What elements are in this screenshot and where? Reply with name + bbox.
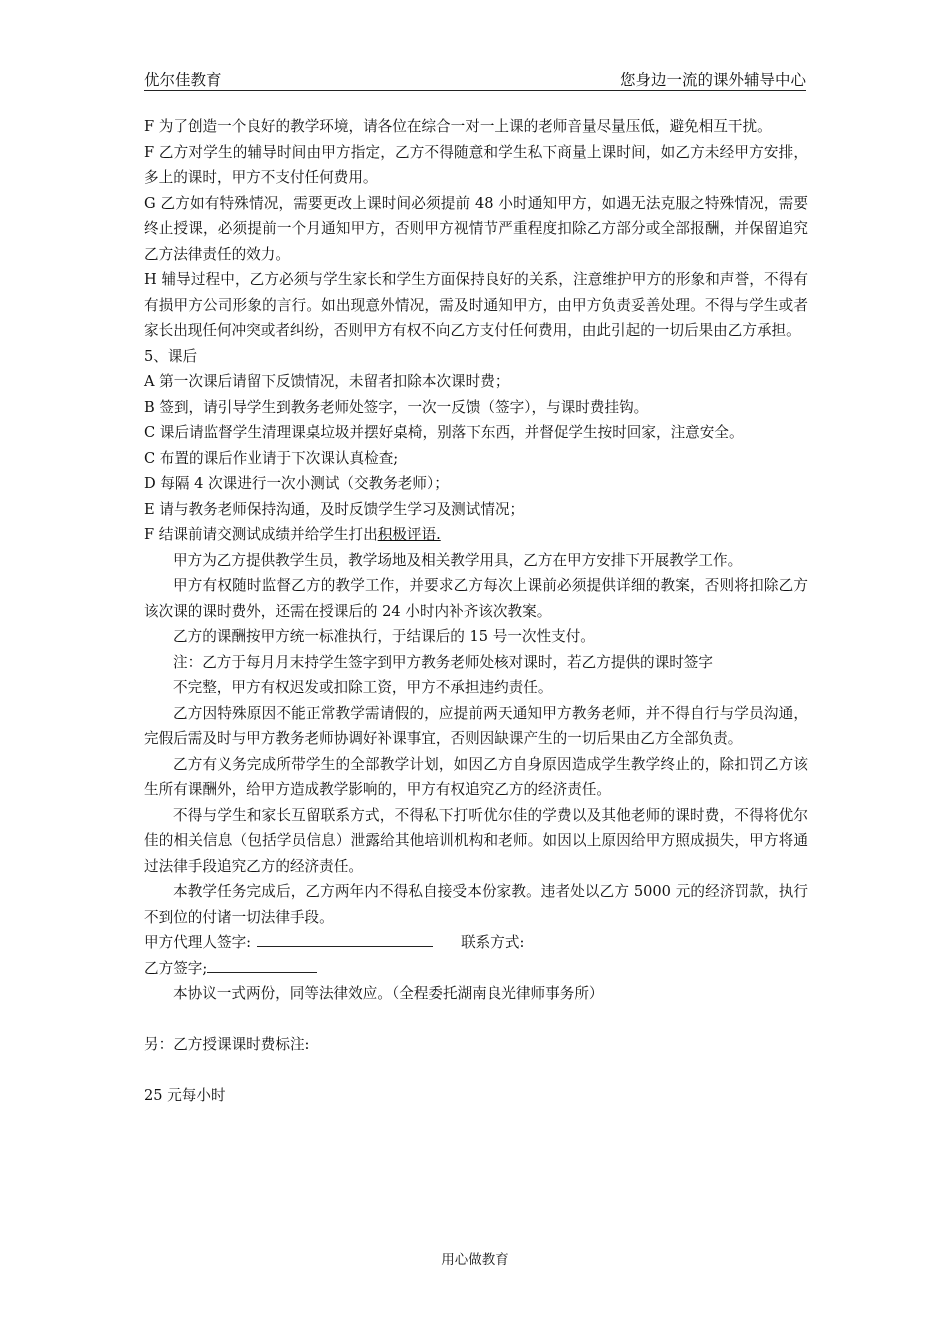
clause-g-change: G 乙方如有特殊情况，需要更改上课时间必须提前 48 小时通知甲方，如遇无法克服之特殊情况，需要终止授课，必须提前一个月通知甲方，否则甲方视情节严重程度扣除乙方部分或全部报酬，并保留追究乙方法律责任的效力。 — [144, 194, 808, 263]
item-d-test: D 每隔 4 次课进行一次小测试（交教务老师）； — [144, 475, 449, 492]
page-header — [144, 66, 806, 91]
item-c-cleanup: C 课后请监督学生清理课桌垃圾并摆好桌椅，别落下东西，并督促学生按时回家，注意安全。 — [144, 424, 744, 441]
item-b-signin: B 签到，请引导学生到教务老师处签字，一次一反馈（签字），与课时费挂钩。 — [144, 398, 649, 416]
item-f-final — [144, 522, 808, 548]
header-left-brand: 优尔佳教育 — [144, 71, 222, 89]
item-f-underlined: 积极评语. — [377, 526, 441, 543]
item-a-feedback: A 第一次课后请留下反馈情况，未留者扣除本次课时费； — [144, 373, 510, 390]
contact-label: 联系方式: — [461, 934, 525, 951]
page-footer: 用心做教育 — [441, 1252, 509, 1268]
note-line-1: 注：乙方于每月月末持学生签字到甲方教务老师处核对课时，若乙方提供的课时签字 — [173, 653, 713, 671]
term-leave: 乙方因特殊原因不能正常教学需请假的，应提前两天通知甲方教务老师，并不得自行与学员沟通，完假后需及时与甲方教务老师协调好补课事宜，否则因缺课产生的一切后果由乙方全部负责。 — [144, 704, 808, 747]
party-b-label: 乙方签字; — [144, 959, 208, 977]
signature-line-party-b — [144, 956, 808, 982]
fee-title: 另：乙方授课课时费标注: — [144, 1036, 310, 1053]
agreement-statement: 本协议一式两份，同等法律效应。（全程委托湖南良光律师事务所） — [173, 985, 604, 1002]
party-a-signature-blank[interactable] — [257, 932, 433, 947]
clause-h-relations: H 辅导过程中，乙方必须与学生家长和学生方面保持良好的关系，注意维护甲方的形象和声誉，不得有有损甲方公司形象的言行。如出现意外情况，需及时通知甲方，由甲方负责妥善处理。不得与学生或者家长出现任何冲突或者纠纷，否则甲方有权不向乙方支付任何费用，由此引起的一切后果由乙方承担。 — [144, 271, 808, 339]
term-pay: 乙方的课酬按甲方统一标准执行，于结课后的 15 号一次性支付。 — [173, 628, 595, 645]
signature-line-party-a — [144, 930, 808, 956]
section-after-class: 5、课后 — [144, 347, 198, 365]
term-supervise: 甲方有权随时监督乙方的教学工作，并要求乙方每次上课前必须提供详细的教案，否则将扣除乙方该次课的课时费外，还需在授课后的 24 小时内补齐该次教案。 — [144, 577, 808, 620]
item-f-text: F 结课前请交测试成绩并给学生打出 — [144, 526, 378, 543]
clause-f-volume: F 为了创造一个良好的教学环境，请各位在综合一对一上课的老师音量尽量压低，避免相互干扰。 — [144, 118, 772, 135]
header-right-slogan: 您身边一流的课外辅导中心 — [619, 71, 806, 89]
party-a-agent-label: 甲方代理人签字: — [144, 934, 252, 951]
term-confidential: 不得与学生和家长互留联系方式，不得私下打听优尔佳的学费以及其他老师的课时费，不得将优尔佳的相关信息（包括学员信息）泄露给其他培训机构和老师。如因以上原因给甲方照成损失，甲方将通过法律手段追究乙方的经济责任。 — [144, 806, 808, 875]
term-noncompete: 本教学任务完成后，乙方两年内不得私自接受本份家教。违者处以乙方 5000 元的经济罚款，执行不到位的付诸一切法律手段。 — [144, 883, 808, 926]
fee-value: 25 元每小时 — [144, 1087, 226, 1104]
item-c-homework: C 布置的课后作业请于下次课认真检查; — [144, 449, 399, 467]
term-plan: 乙方有义务完成所带学生的全部教学计划，如因乙方自身原因造成学生教学终止的，除扣罚乙方该生所有课酬外，给甲方造成教学影响的，甲方有权追究乙方的经济责任。 — [144, 755, 808, 798]
party-b-signature-blank[interactable] — [207, 958, 317, 973]
document-body — [144, 114, 808, 1109]
clause-f-schedule: F 乙方对学生的辅导时间由甲方指定，乙方不得随意和学生私下商量上课时间，如乙方未经甲方安排，多上的课时，甲方不支付任何费用。 — [144, 143, 808, 186]
item-e-communication: E 请与教务老师保持沟通，及时反馈学生学习及测试情况； — [144, 500, 525, 518]
term-provide: 甲方为乙方提供教学生员，教学场地及相关教学用具，乙方在甲方安排下开展教学工作。 — [173, 551, 743, 569]
note-line-2: 不完整，甲方有权迟发或扣除工资，甲方不承担违约责任。 — [173, 679, 553, 696]
